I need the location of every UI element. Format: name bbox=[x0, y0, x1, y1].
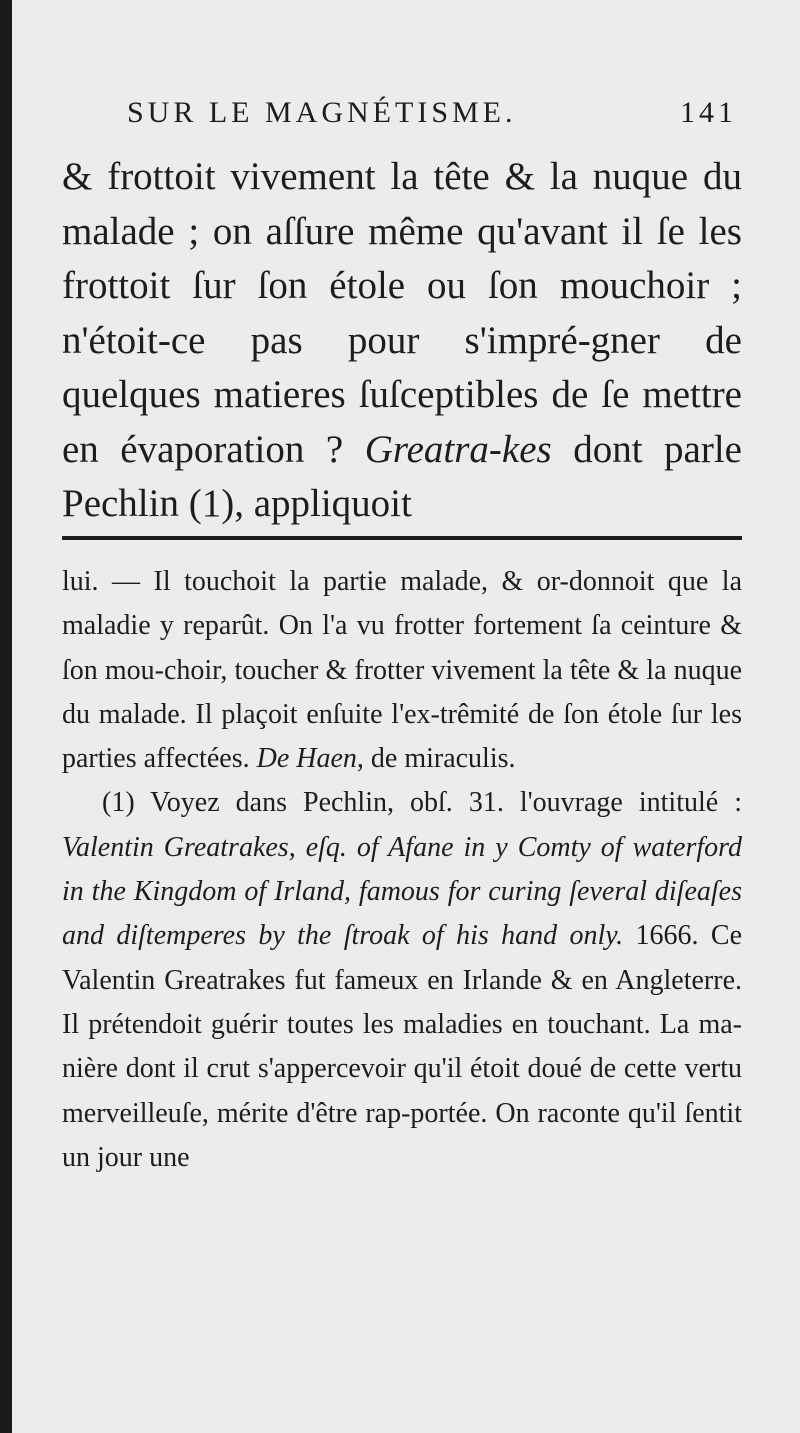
footnote-continued bbox=[62, 560, 742, 781]
running-head-title: SUR LE MAGNÉTISME. bbox=[127, 96, 517, 129]
main-text-italic-name: Greatra-kes bbox=[364, 427, 552, 471]
footnote-1-part-2: 1666. Ce Valentin Greatrakes fut fameux en Irlande & en Angleterre. Il prétendoit guérir toutes les maladies en touchant. La ma-nière dont il crut s'appercevoir qu'il étoit doué de cette vertu merveilleuſe, mérite d'être rap-portée. On raconte qu'il ſentit un jour une bbox=[62, 920, 742, 1173]
footnotes bbox=[62, 560, 742, 1180]
footnote-continued-part-1: lui. — Il touchoit la partie malade, & or-donnoit que la maladie y reparût. On l'a vu frotter fortement ſa ceinture & ſon mou-choir, toucher & frotter vivement la tête & la nuque du malade. Il plaçoit enſuite l'ex-trêmité de ſon étole ſur les parties affectées. bbox=[62, 566, 742, 775]
main-paragraph bbox=[62, 150, 742, 532]
main-text-part-1: & frottoit vivement la tête & la nuque du malade ; on aſſure même qu'avant il ſe les frottoit ſur ſon étole ou ſon mouchoir ; n'étoit-ce pas pour s'impré-gner de quelques matieres ſuſceptibles de ſe mettre en évaporation ? bbox=[62, 155, 742, 471]
footnote-rule bbox=[62, 536, 742, 540]
footnote-continued-author: De Haen bbox=[256, 743, 357, 775]
footnote-continued-part-2: , de miraculis. bbox=[356, 743, 516, 775]
footnote-1 bbox=[62, 781, 742, 1180]
book-page bbox=[12, 0, 800, 1433]
main-text-part-2: dont parle Pechlin (1), appliquoit bbox=[62, 427, 742, 525]
footnote-1-italic-title: Valentin Greatrakes, eſq. of Afane in y Comty of waterford in the Kingdom of Irland, famous for curing ſeveral diſeaſes and diſtemperes by the ſtroak of his hand only. bbox=[62, 831, 742, 952]
running-head bbox=[127, 96, 737, 130]
main-text bbox=[62, 150, 742, 532]
footnote-1-part-1: (1) Voyez dans Pechlin, obſ. 31. l'ouvrage intitulé : bbox=[102, 787, 742, 819]
page-number: 141 bbox=[680, 96, 737, 129]
